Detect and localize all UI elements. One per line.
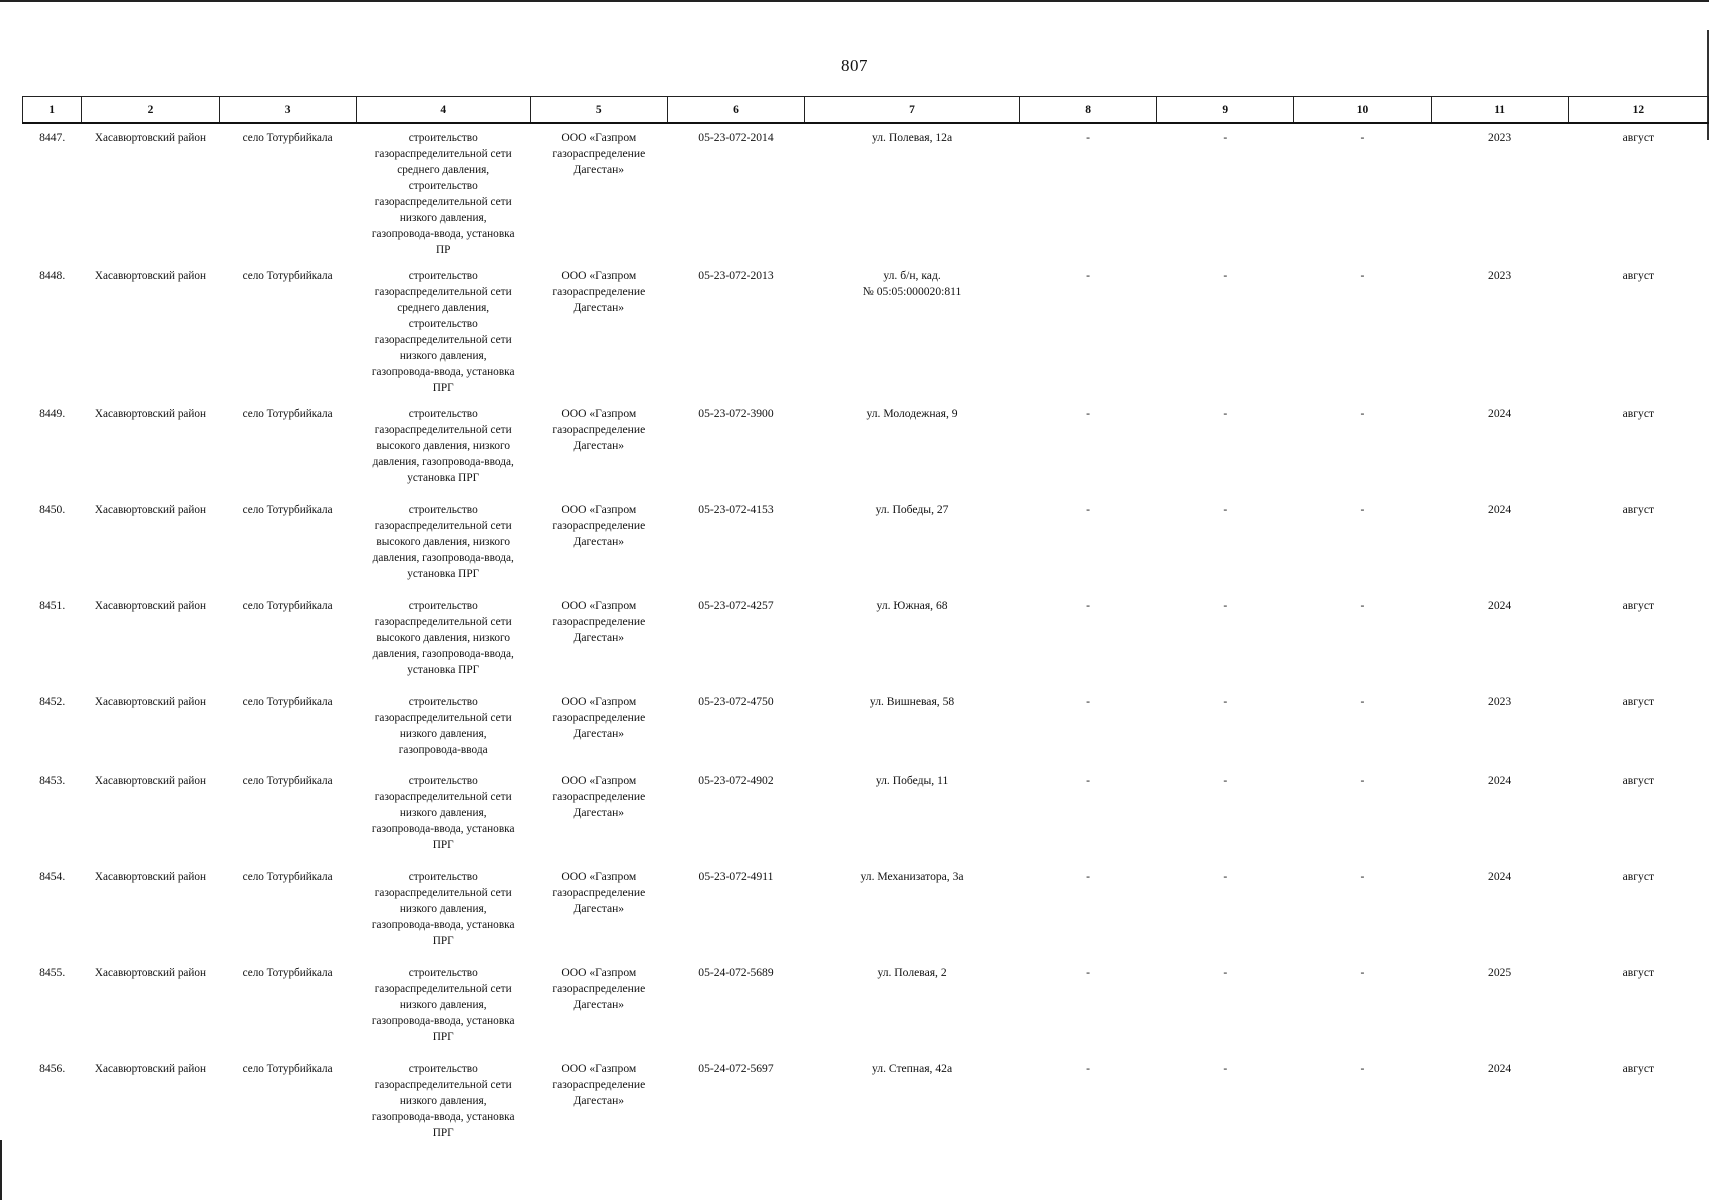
column-header: 8 (1020, 97, 1157, 124)
village-cell: село Тотурбийкала (242, 600, 333, 612)
table-row (23, 767, 1709, 863)
table-row (23, 496, 1709, 592)
work-description-cell: строительство газораспределительной сети низкого давления, газопровода-ввода, установка ПРГ (371, 775, 515, 851)
table-row (23, 262, 1709, 400)
month-cell: август (1622, 774, 1655, 787)
row-number: 8451. (39, 599, 66, 612)
column-header: 12 (1568, 97, 1708, 124)
year-cell: 2024 (1488, 870, 1512, 883)
row-number: 8454. (39, 870, 66, 883)
village-cell: село Тотурбийкала (242, 1063, 333, 1075)
page-number: 807 (841, 56, 868, 75)
district-cell: Хасавюртовский район (94, 967, 206, 979)
code-cell: 05-23-072-4257 (698, 599, 774, 612)
district-cell: Хасавюртовский район (94, 1063, 206, 1075)
month-cell: август (1622, 599, 1655, 612)
column-header: 2 (82, 97, 219, 124)
work-description-cell: строительство газораспределительной сети высокого давления, низкого давления, газопровода-ввода, установка ПРГ (372, 408, 514, 484)
district-cell: Хасавюртовский район (94, 775, 206, 787)
column-8-cell: - (1086, 599, 1091, 612)
year-cell: 2024 (1488, 774, 1512, 787)
work-description-cell: строительство газораспределительной сети среднего давления, строительство газораспределительной сети низкого давления, газопровода-ввода, установка ПРГ (371, 270, 515, 394)
code-cell: 05-23-072-4902 (698, 774, 774, 787)
header-row (23, 97, 1709, 124)
address-cell: ул. Вишневая, 58 (869, 695, 955, 708)
address-cell: ул. Полевая, 12а (871, 131, 953, 144)
code-cell: 05-23-072-2014 (698, 131, 774, 144)
village-cell: село Тотурбийкала (242, 871, 333, 883)
table-row (23, 863, 1709, 959)
village-cell: село Тотурбийкала (242, 775, 333, 787)
month-cell: август (1622, 870, 1655, 883)
column-8-cell: - (1086, 774, 1091, 787)
village-cell: село Тотурбийкала (242, 967, 333, 979)
code-cell: 05-24-072-5697 (698, 1062, 774, 1075)
row-number: 8452. (39, 695, 66, 708)
organization-cell: ООО «Газпром газораспределение Дагестан» (552, 1062, 646, 1107)
column-10-cell: - (1360, 966, 1365, 979)
row-number: 8450. (39, 503, 66, 516)
work-description-cell: строительство газораспределительной сети низкого давления, газопровода-ввода, установка ПРГ (371, 967, 515, 1043)
address-cell: ул. Механизаторa, 3а (860, 870, 964, 883)
column-8-cell: - (1086, 503, 1091, 516)
row-number: 8453. (39, 774, 66, 787)
organization-cell: ООО «Газпром газораспределение Дагестан» (552, 774, 646, 819)
month-cell: август (1622, 966, 1655, 979)
table-row (23, 1055, 1709, 1153)
address-cell: ул. б/н, кад. № 05:05:000020:811 (862, 269, 962, 298)
organization-cell: ООО «Газпром газораспределение Дагестан» (552, 966, 646, 1011)
column-header: 5 (530, 97, 667, 124)
table-row (23, 959, 1709, 1055)
column-8-cell: - (1086, 870, 1091, 883)
year-cell: 2023 (1488, 131, 1512, 144)
column-10-cell: - (1360, 131, 1365, 144)
village-cell: село Тотурбийкала (242, 408, 333, 420)
column-header: 1 (23, 97, 82, 124)
column-10-cell: - (1360, 407, 1365, 420)
column-header: 11 (1431, 97, 1568, 124)
row-number: 8447. (39, 131, 66, 144)
column-9-cell: - (1223, 966, 1228, 979)
table-row (23, 400, 1709, 496)
column-9-cell: - (1223, 503, 1228, 516)
village-cell: село Тотурбийкала (242, 270, 333, 282)
organization-cell: ООО «Газпром газораспределение Дагестан» (552, 503, 646, 548)
address-cell: ул. Степная, 42а (872, 1062, 953, 1075)
left-edge-mark (0, 1140, 2, 1200)
address-cell: ул. Южная, 68 (876, 599, 948, 612)
column-10-cell: - (1360, 695, 1365, 708)
column-9-cell: - (1223, 1062, 1228, 1075)
column-header: 9 (1157, 97, 1294, 124)
year-cell: 2023 (1488, 269, 1512, 282)
row-number: 8455. (39, 966, 66, 979)
column-10-cell: - (1360, 503, 1365, 516)
column-header: 10 (1294, 97, 1431, 124)
address-cell: ул. Победы, 11 (875, 774, 949, 787)
column-10-cell: - (1360, 1062, 1365, 1075)
column-header: 3 (219, 97, 356, 124)
address-cell: ул. Полевая, 2 (877, 966, 947, 979)
work-description-cell: строительство газораспределительной сети высокого давления, низкого давления, газопровода-ввода, установка ПРГ (372, 504, 514, 580)
data-table (22, 96, 1709, 1153)
work-description-cell: строительство газораспределительной сети низкого давления, газопровода-ввода, установка ПРГ (371, 1063, 515, 1139)
work-description-cell: строительство газораспределительной сети низкого давления, газопровода-ввода, установка ПРГ (371, 871, 515, 947)
code-cell: 05-23-072-4153 (698, 503, 774, 516)
table-row (23, 688, 1709, 767)
month-cell: август (1622, 407, 1655, 420)
column-8-cell: - (1086, 1062, 1091, 1075)
row-number: 8449. (39, 407, 66, 420)
district-cell: Хасавюртовский район (94, 871, 206, 883)
year-cell: 2023 (1488, 695, 1512, 708)
address-cell: ул. Победы, 27 (875, 503, 949, 516)
column-8-cell: - (1086, 695, 1091, 708)
table-row (23, 592, 1709, 688)
column-8-cell: - (1086, 966, 1091, 979)
organization-cell: ООО «Газпром газораспределение Дагестан» (552, 131, 646, 176)
district-cell: Хасавюртовский район (94, 504, 206, 516)
code-cell: 05-23-072-2013 (698, 269, 774, 282)
column-8-cell: - (1086, 407, 1091, 420)
district-cell: Хасавюртовский район (94, 132, 206, 144)
column-9-cell: - (1223, 131, 1228, 144)
code-cell: 05-23-072-4750 (698, 695, 774, 708)
month-cell: август (1622, 1062, 1655, 1075)
year-cell: 2024 (1488, 1062, 1512, 1075)
column-10-cell: - (1360, 774, 1365, 787)
column-header: 4 (356, 97, 530, 124)
district-cell: Хасавюртовский район (94, 600, 206, 612)
address-cell: ул. Молодежная, 9 (866, 407, 958, 420)
month-cell: август (1622, 269, 1655, 282)
village-cell: село Тотурбийкала (242, 504, 333, 516)
month-cell: август (1622, 503, 1655, 516)
column-header: 6 (667, 97, 804, 124)
table-row (23, 123, 1709, 262)
organization-cell: ООО «Газпром газораспределение Дагестан» (552, 695, 646, 740)
district-cell: Хасавюртовский район (94, 270, 206, 282)
year-cell: 2024 (1488, 599, 1512, 612)
organization-cell: ООО «Газпром газораспределение Дагестан» (552, 870, 646, 915)
column-9-cell: - (1223, 870, 1228, 883)
organization-cell: ООО «Газпром газораспределение Дагестан» (552, 599, 646, 644)
row-number: 8448. (39, 269, 66, 282)
column-10-cell: - (1360, 599, 1365, 612)
month-cell: август (1622, 695, 1655, 708)
column-10-cell: - (1360, 269, 1365, 282)
column-header: 7 (805, 97, 1020, 124)
top-border-line (0, 0, 1709, 2)
column-9-cell: - (1223, 407, 1228, 420)
work-description-cell: строительство газораспределительной сети высокого давления, низкого давления, газопровода-ввода, установка ПРГ (372, 600, 514, 676)
district-cell: Хасавюртовский район (94, 408, 206, 420)
column-8-cell: - (1086, 131, 1091, 144)
row-number: 8456. (39, 1062, 66, 1075)
work-description-cell: строительство газораспределительной сети среднего давления, строительство газораспределительной сети низкого давления, газопровода-ввода, установка ПР (371, 132, 515, 256)
year-cell: 2025 (1488, 966, 1512, 979)
column-10-cell: - (1360, 870, 1365, 883)
code-cell: 05-23-072-3900 (698, 407, 774, 420)
village-cell: село Тотурбийкала (242, 132, 333, 144)
column-9-cell: - (1223, 599, 1228, 612)
column-8-cell: - (1086, 269, 1091, 282)
month-cell: август (1622, 131, 1655, 144)
year-cell: 2024 (1488, 503, 1512, 516)
work-description-cell: строительство газораспределительной сети низкого давления, газопровода-ввода (374, 696, 512, 756)
district-cell: Хасавюртовский район (94, 696, 206, 708)
organization-cell: ООО «Газпром газораспределение Дагестан» (552, 407, 646, 452)
column-9-cell: - (1223, 269, 1228, 282)
column-9-cell: - (1223, 695, 1228, 708)
year-cell: 2024 (1488, 407, 1512, 420)
organization-cell: ООО «Газпром газораспределение Дагестан» (552, 269, 646, 314)
code-cell: 05-24-072-5689 (698, 966, 774, 979)
column-9-cell: - (1223, 774, 1228, 787)
code-cell: 05-23-072-4911 (698, 870, 774, 883)
village-cell: село Тотурбийкала (242, 696, 333, 708)
